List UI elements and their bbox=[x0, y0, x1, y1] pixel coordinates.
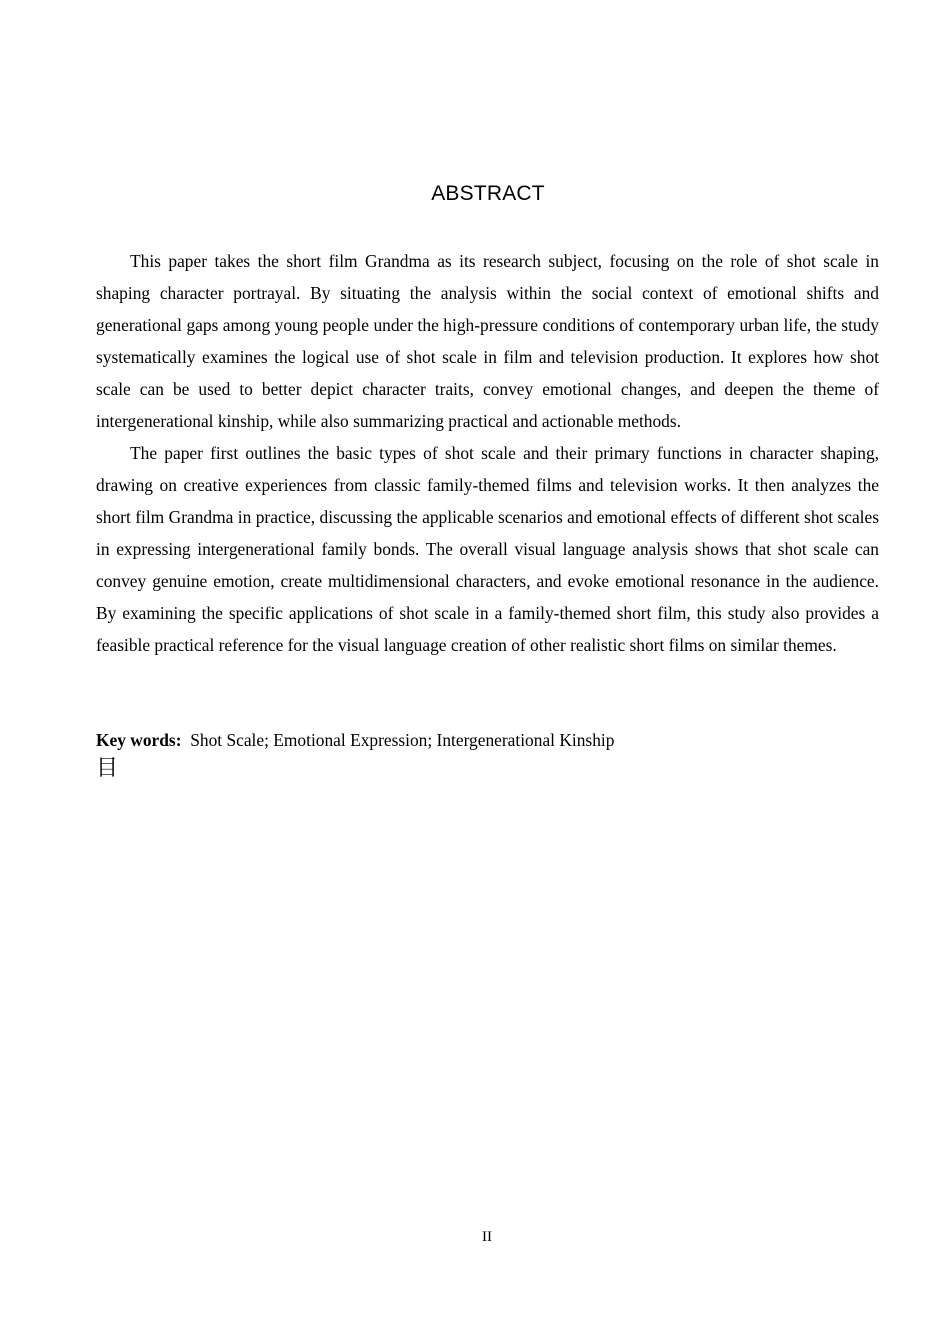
abstract-paragraph-1: This paper takes the short film Grandma as its research subject, focusing on the role of shot scale in shaping character portrayal. By situating the analysis within the social context of emotional shifts and generational gaps among young people under the high-pressure conditions of contemporary urban life, the study systematically examines the logical use of shot scale in film and television production. It explores how shot scale can be used to better depict character traits, convey emotional changes, and deepen the theme of intergenerational kinship, while also summarizing practical and actionable methods. bbox=[96, 251, 879, 431]
keywords-line bbox=[96, 724, 879, 756]
keywords-label: Key words: bbox=[96, 730, 182, 750]
abstract-title: ABSTRACT bbox=[431, 182, 545, 205]
abstract-paragraph-2: The paper first outlines the basic types of shot scale and their primary functions in character shaping, drawing on creative experiences from classic family-themed films and television works. It then analyzes the short film Grandma in practice, discussing the applicable scenarios and emotional effects of different shot scales in expressing intergenerational family bonds. The overall visual language analysis shows that shot scale can convey genuine emotion, create multidimensional characters, and evoke emotional resonance in the audience. By examining the specific applications of shot scale in a family-themed short film, this study also provides a feasible practical reference for the visual language creation of other realistic short films on similar themes. bbox=[96, 443, 879, 655]
keywords-value: Shot Scale; Emotional Expression; Intergenerational Kinship bbox=[190, 730, 615, 750]
abstract-body bbox=[96, 245, 879, 661]
cjk-glyph: 目 bbox=[96, 756, 119, 781]
page-number: II bbox=[482, 1229, 492, 1245]
